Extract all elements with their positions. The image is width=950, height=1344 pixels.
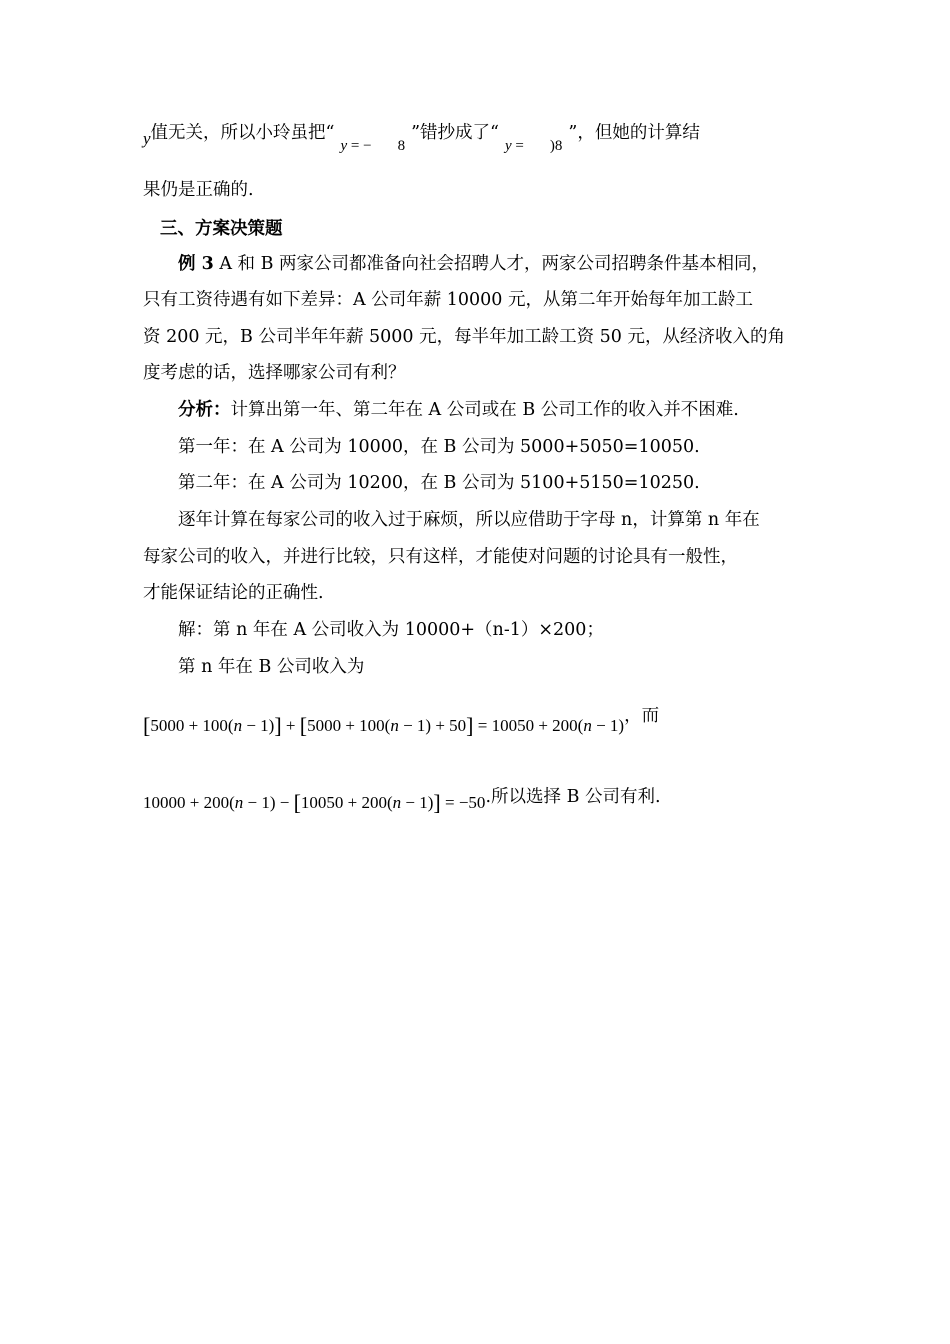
math-text: − 1) + 50 bbox=[398, 716, 467, 735]
math-text: 10000 + 200( bbox=[143, 793, 235, 812]
solution-line-1: 解：第 n 年在 A 公司收入为 10000+（n-1）×200； bbox=[178, 620, 604, 640]
math-text: = bbox=[515, 138, 524, 154]
math-text: − 1) bbox=[401, 793, 434, 812]
analysis-text: 计算出第一年、第二年在 A 公司或在 B 公司工作的收入并不困难. bbox=[230, 400, 739, 420]
solution-line-2: 第 n 年在 B 公司收入为 bbox=[178, 657, 365, 677]
math-text: 10050 + 200( bbox=[300, 793, 393, 812]
text-line-2: 果仍是正确的. bbox=[143, 180, 254, 200]
analysis-line bbox=[178, 398, 739, 422]
general-line-1: 逐年计算在每家公司的收入过于麻烦，所以应借助于字母 n，计算第 n 年在 bbox=[178, 510, 760, 530]
text-segment: 值无关，所以小玲虽把“ bbox=[150, 123, 335, 143]
left-bracket: [ bbox=[143, 713, 151, 738]
math-text: − 1) bbox=[242, 716, 275, 735]
math-formula bbox=[143, 790, 486, 815]
general-line-3: 才能保证结论的正确性. bbox=[143, 583, 324, 603]
math-text: )8 bbox=[549, 138, 563, 154]
math-var: y bbox=[340, 138, 348, 154]
left-bracket: [ bbox=[299, 713, 308, 738]
section-heading: 三、方案决策题 bbox=[160, 219, 283, 239]
math-var: n bbox=[234, 793, 244, 812]
conclusion-text: .所以选择 B 公司有利. bbox=[485, 787, 661, 807]
example-line-3: 资 200 元，B 公司半年年薪 5000 元，每半年加工龄工资 50 元，从经济收入的角 bbox=[143, 327, 786, 347]
math-text: 5000 + 100( bbox=[307, 716, 391, 735]
math-formula bbox=[143, 713, 625, 738]
math-text: = − bbox=[350, 138, 372, 154]
right-bracket: ] bbox=[433, 790, 441, 815]
text-line-1 bbox=[143, 121, 700, 154]
text-segment: ”，但她的计算结 bbox=[568, 123, 700, 143]
math-var: n bbox=[392, 793, 402, 812]
text-segment: ”错抄成了“ bbox=[411, 123, 499, 143]
left-bracket: [ bbox=[293, 790, 301, 815]
math-text: 8 bbox=[397, 138, 406, 154]
math-y-variable: y bbox=[143, 129, 151, 148]
math-expression-original bbox=[335, 138, 406, 154]
year2-line: 第二年：在 A 公司为 10200，在 B 公司为 5100+5150=10250. bbox=[178, 473, 700, 493]
math-var: n bbox=[390, 716, 399, 735]
example-line-2: 只有工资待遇有如下差异：A 公司年薪 10000 元，从第二年开始每年加工龄工 bbox=[143, 290, 753, 310]
formula-line-1 bbox=[143, 706, 660, 738]
year1-line: 第一年：在 A 公司为 10000，在 B 公司为 5000+5050=10050. bbox=[178, 437, 700, 457]
math-text: 5000 + 100( bbox=[150, 716, 234, 735]
formula-line-2 bbox=[143, 787, 661, 815]
math-text: − 1) bbox=[591, 716, 625, 735]
analysis-label: 分析： bbox=[178, 400, 231, 420]
math-var: n bbox=[233, 716, 243, 735]
math-var: y bbox=[505, 138, 512, 154]
math-var: n bbox=[583, 716, 592, 735]
math-expression-miscopied bbox=[499, 138, 562, 154]
example-text: A 和 B 两家公司都准备向社会招聘人才，两家公司招聘条件基本相同， bbox=[219, 254, 770, 274]
right-bracket: ] bbox=[466, 713, 474, 738]
formula-tail-text: ，而 bbox=[624, 706, 660, 726]
right-bracket: ] bbox=[274, 713, 282, 738]
math-text: = −50 bbox=[440, 793, 486, 812]
example-line-4: 度考虑的话，选择哪家公司有利？ bbox=[143, 363, 406, 383]
example-line-1 bbox=[178, 252, 769, 276]
math-text: = 10050 + 200( bbox=[473, 716, 584, 735]
example-label: 例 3 bbox=[178, 254, 214, 274]
general-line-2: 每家公司的收入，并进行比较，只有这样，才能使对问题的讨论具有一般性， bbox=[143, 547, 738, 567]
math-text: + bbox=[281, 716, 300, 735]
math-text: − 1) − bbox=[243, 793, 294, 812]
